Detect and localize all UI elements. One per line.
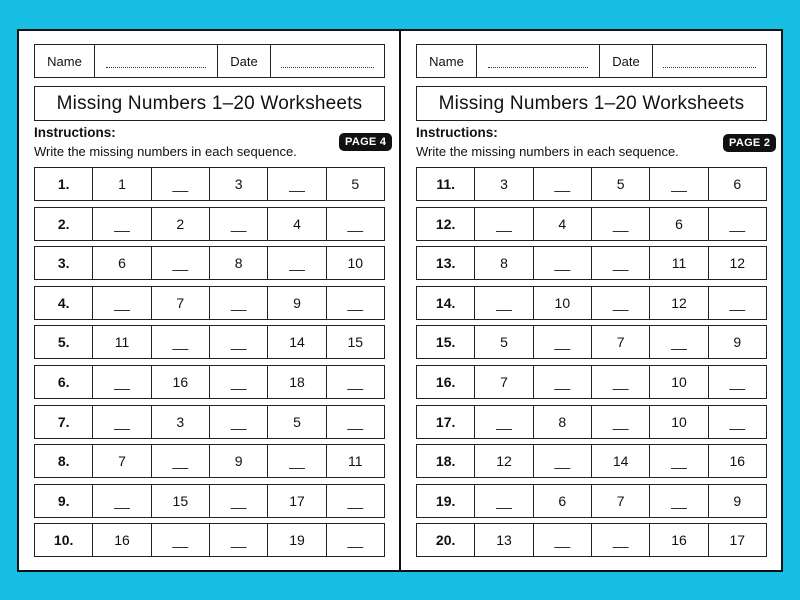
sequence-row	[34, 405, 385, 439]
sequence-cell[interactable]: __	[475, 208, 533, 240]
sequence-cell: 14	[268, 326, 326, 358]
sequence-cell[interactable]: __	[650, 485, 708, 517]
date-label: Date	[218, 45, 271, 77]
sequence-cell: 12	[650, 287, 708, 319]
sequence-row	[34, 286, 385, 320]
sequence-cell: 7	[592, 485, 650, 517]
name-dotted-line	[488, 67, 588, 68]
sequence-cell[interactable]: __	[347, 532, 364, 549]
sequence-cell: 4	[534, 208, 592, 240]
sequence-cell[interactable]: __	[93, 208, 151, 240]
sequence-row	[416, 246, 767, 280]
row-number: 18.	[417, 445, 475, 477]
sequence-cell: 7	[152, 287, 210, 319]
date-label: Date	[600, 45, 653, 77]
sequence-rows	[416, 167, 767, 563]
row-number: 4.	[35, 287, 93, 319]
sequence-cell[interactable]: __	[592, 247, 650, 279]
sequence-cell[interactable]: __	[534, 366, 592, 398]
date-dotted-line	[663, 67, 756, 68]
instructions-text: Write the missing numbers in each sequence.	[34, 144, 297, 159]
sequence-row	[416, 444, 767, 478]
row-number: 6.	[35, 366, 93, 398]
sequence-cell[interactable]: __	[210, 326, 268, 358]
sequence-row	[34, 207, 385, 241]
sequence-row	[416, 405, 767, 439]
row-number: 16.	[417, 366, 475, 398]
name-date-bar	[34, 44, 385, 78]
sequence-cell: 7	[475, 366, 533, 398]
sequence-row	[416, 167, 767, 201]
sequence-cell: 17	[268, 485, 326, 517]
sequence-cell: 3	[475, 168, 533, 200]
sequence-cell[interactable]: __	[93, 485, 151, 517]
sequence-cell: 16	[650, 524, 708, 556]
sequence-cell[interactable]: __	[152, 326, 210, 358]
sequence-cell: 6	[650, 208, 708, 240]
worksheet-page-right	[401, 31, 781, 570]
date-dotted-line	[281, 67, 374, 68]
sequence-cell[interactable]: __	[650, 326, 708, 358]
sequence-cell: 11	[93, 326, 151, 358]
sequence-cell[interactable]: __	[592, 406, 650, 438]
sequence-cell[interactable]: __	[475, 287, 533, 319]
row-number: 13.	[417, 247, 475, 279]
sequence-cell[interactable]: __	[347, 215, 364, 232]
row-number: 12.	[417, 208, 475, 240]
page-badge: PAGE 2	[723, 134, 776, 152]
sequence-row	[34, 365, 385, 399]
sequence-rows	[34, 167, 385, 563]
sequence-row	[34, 246, 385, 280]
sequence-cell: 5	[268, 406, 326, 438]
worksheet-page-left	[19, 31, 399, 570]
sequence-cell: 10	[347, 255, 364, 272]
sequence-cell[interactable]: __	[592, 366, 650, 398]
sequence-cell[interactable]: __	[347, 373, 364, 390]
sequence-cell: 6	[733, 176, 742, 192]
sequence-row	[34, 484, 385, 518]
worksheet-title: Missing Numbers 1–20 Worksheets	[416, 86, 767, 121]
sequence-cell: 4	[268, 208, 326, 240]
sequence-cell: 8	[534, 406, 592, 438]
sequence-cell: 5	[351, 176, 360, 192]
row-number: 11.	[417, 168, 475, 200]
sequence-cell[interactable]: __	[534, 524, 592, 556]
sequence-cell: 19	[268, 524, 326, 556]
sequence-cell: 1	[93, 168, 151, 200]
sequence-cell[interactable]: __	[152, 524, 210, 556]
sequence-cell: 15	[152, 485, 210, 517]
sequence-cell: 14	[592, 445, 650, 477]
sequence-cell: 11	[650, 247, 708, 279]
worksheet-frame	[17, 29, 783, 572]
sequence-row	[416, 286, 767, 320]
sequence-cell[interactable]: __	[729, 373, 746, 390]
sequence-cell: 9	[733, 334, 742, 351]
sequence-cell[interactable]: __	[152, 445, 210, 477]
sequence-cell[interactable]: __	[210, 485, 268, 517]
sequence-row	[416, 207, 767, 241]
sequence-cell[interactable]: __	[534, 445, 592, 477]
sequence-cell: 11	[348, 453, 363, 470]
sequence-row	[416, 365, 767, 399]
row-number: 7.	[35, 406, 93, 438]
sequence-cell[interactable]: __	[650, 168, 708, 200]
sequence-cell[interactable]: __	[210, 524, 268, 556]
row-number: 9.	[35, 485, 93, 517]
sequence-cell: 9	[268, 287, 326, 319]
row-number: 8.	[35, 445, 93, 477]
row-number: 1.	[35, 168, 93, 200]
sequence-row	[34, 444, 385, 478]
sequence-row	[34, 167, 385, 201]
sequence-cell[interactable]: __	[729, 413, 746, 430]
sequence-cell[interactable]: __	[93, 287, 151, 319]
sequence-cell[interactable]: __	[152, 247, 210, 279]
sequence-cell[interactable]: __	[475, 406, 533, 438]
sequence-cell[interactable]: __	[729, 294, 746, 311]
sequence-cell: 9	[210, 445, 268, 477]
sequence-row	[34, 325, 385, 359]
sequence-cell: 16	[729, 453, 746, 470]
page-badge: PAGE 4	[339, 133, 392, 151]
row-number: 15.	[417, 326, 475, 358]
sequence-cell[interactable]: __	[347, 294, 364, 311]
sequence-cell: 8	[475, 247, 533, 279]
sequence-cell[interactable]: __	[210, 287, 268, 319]
name-label: Name	[417, 45, 477, 77]
sequence-cell: 10	[650, 406, 708, 438]
sequence-cell[interactable]: __	[534, 326, 592, 358]
sequence-cell: 7	[592, 326, 650, 358]
worksheet-title: Missing Numbers 1–20 Worksheets	[34, 86, 385, 121]
sequence-cell: 16	[152, 366, 210, 398]
sequence-cell[interactable]: __	[592, 524, 650, 556]
sequence-cell: 12	[475, 445, 533, 477]
sequence-row	[416, 523, 767, 557]
sequence-cell[interactable]: __	[475, 485, 533, 517]
sequence-cell[interactable]: __	[210, 208, 268, 240]
sequence-cell[interactable]: __	[347, 413, 364, 430]
sequence-cell[interactable]: __	[347, 492, 364, 509]
sequence-cell: 3	[210, 168, 268, 200]
sequence-cell[interactable]: __	[93, 366, 151, 398]
sequence-row	[416, 325, 767, 359]
sequence-cell[interactable]: __	[729, 215, 746, 232]
sequence-cell: 3	[152, 406, 210, 438]
sequence-cell: 5	[475, 326, 533, 358]
row-number: 17.	[417, 406, 475, 438]
name-date-bar	[416, 44, 767, 78]
sequence-cell[interactable]: __	[210, 406, 268, 438]
sequence-cell: 10	[534, 287, 592, 319]
name-field[interactable]	[477, 45, 600, 77]
sequence-cell: 7	[93, 445, 151, 477]
sequence-cell: 18	[268, 366, 326, 398]
sequence-cell[interactable]: __	[534, 247, 592, 279]
row-number: 14.	[417, 287, 475, 319]
sequence-cell: 6	[93, 247, 151, 279]
sequence-cell: 15	[347, 334, 364, 351]
sequence-cell: 2	[152, 208, 210, 240]
sequence-cell[interactable]: __	[650, 445, 708, 477]
sequence-cell: 16	[93, 524, 151, 556]
date-field[interactable]	[653, 45, 766, 77]
sequence-cell: 5	[592, 168, 650, 200]
sequence-row	[416, 484, 767, 518]
name-label: Name	[35, 45, 95, 77]
row-number: 2.	[35, 208, 93, 240]
name-dotted-line	[106, 67, 206, 68]
sequence-cell[interactable]: __	[592, 287, 650, 319]
sequence-cell[interactable]: __	[534, 168, 592, 200]
row-number: 3.	[35, 247, 93, 279]
name-field[interactable]	[95, 45, 218, 77]
instructions-heading: Instructions:	[34, 125, 116, 140]
sequence-cell: 9	[733, 492, 742, 509]
sequence-cell: 6	[534, 485, 592, 517]
row-number: 10.	[35, 524, 93, 556]
sequence-cell[interactable]: __	[210, 366, 268, 398]
sequence-row	[34, 523, 385, 557]
row-number: 20.	[417, 524, 475, 556]
sequence-cell: 17	[729, 532, 746, 549]
sequence-cell: 13	[475, 524, 533, 556]
sequence-cell[interactable]: __	[592, 208, 650, 240]
instructions-text: Write the missing numbers in each sequence.	[416, 144, 679, 159]
sequence-cell[interactable]: __	[152, 168, 210, 200]
sequence-cell[interactable]: __	[93, 406, 151, 438]
row-number: 19.	[417, 485, 475, 517]
sequence-cell: 12	[729, 255, 746, 272]
date-field[interactable]	[271, 45, 384, 77]
sequence-cell: 10	[650, 366, 708, 398]
instructions-heading: Instructions:	[416, 125, 498, 140]
row-number: 5.	[35, 326, 93, 358]
sequence-cell: 8	[210, 247, 268, 279]
sequence-cell[interactable]: __	[268, 445, 326, 477]
sequence-cell[interactable]: __	[268, 247, 326, 279]
sequence-cell[interactable]: __	[268, 168, 326, 200]
